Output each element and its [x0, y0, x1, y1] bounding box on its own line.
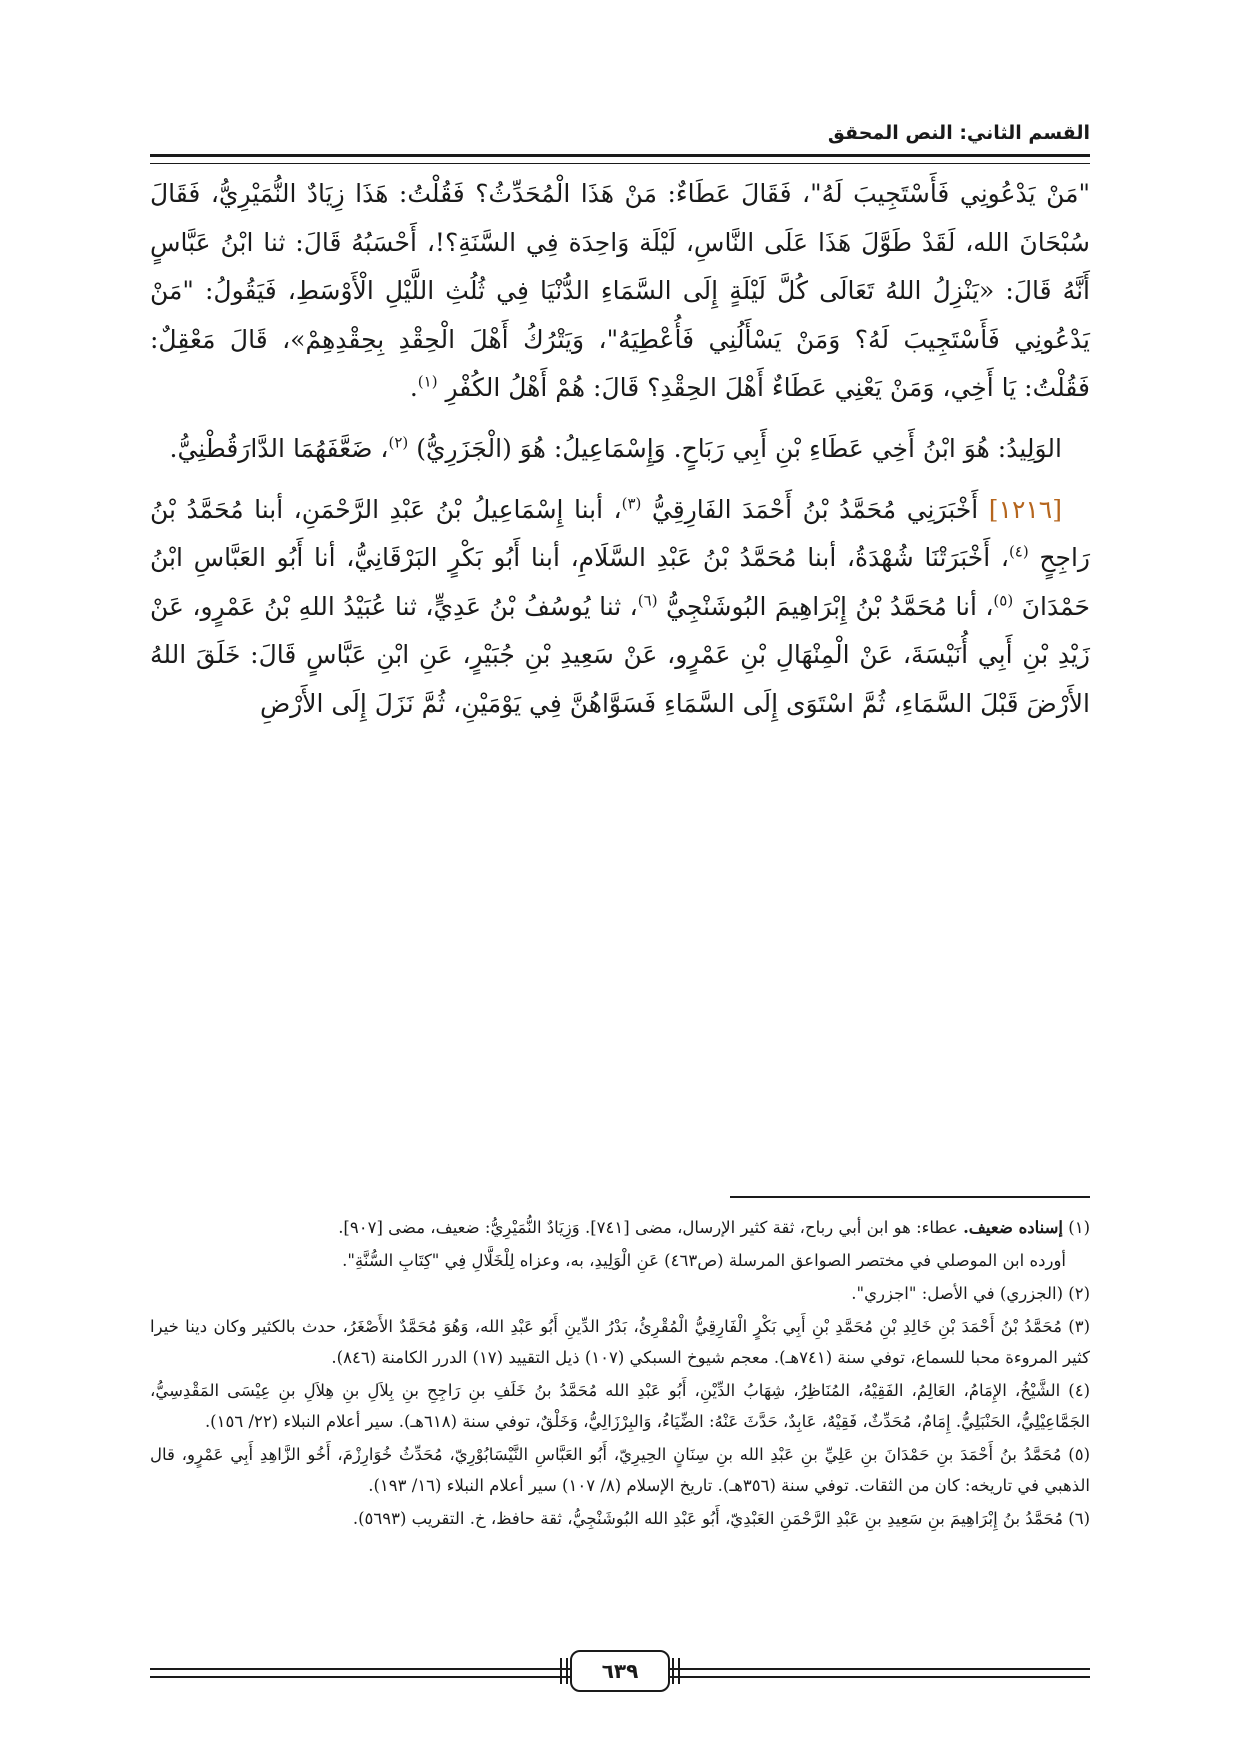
footnote-ref-2: (٢)	[388, 433, 409, 452]
paragraph-3	[150, 486, 1090, 729]
page-header	[150, 118, 1090, 158]
footnote-1-continuation: أورده ابن الموصلي في مختصر الصواعق المرسلة (ص٤٦٣) عَنِ الْوَلِيدِ، به، وعزاه لِلْخَلَّالِ فِي "كِتَابِ السُّنَّةِ".	[342, 1251, 1066, 1270]
main-text	[150, 170, 1090, 729]
paragraph-1: "مَنْ يَدْعُونِي فَأَسْتَجِيبَ لَهُ"، فَقَالَ عَطَاءٌ: مَنْ هَذَا الْمُحَدِّثُ؟ فَقُلْتُ: هَذَا زِيَادٌ النُّمَيْرِيُّ، فَقَالَ سُبْحَانَ الله، لَقَدْ طَوَّلَ هَذَا عَلَى النَّاسِ، لَيْلَة وَاحِدَة فِي السَّنَةِ؟!، أَحْسَبُهُ قَالَ: ثنا ابْنُ عَبَّاسٍ أَنَّهُ قَالَ: «يَنْزِلُ اللهُ تَعَالَى كُلَّ لَيْلَةٍ إِلَى السَّمَاءِ الدُّنْيَا فِي ثُلُثِ اللَّيْلِ الْأَوْسَطِ، فَيَقُولُ: "مَنْ يَدْعُونِي فَأَسْتَجِيبَ لَهُ؟ وَمَنْ يَسْأَلُنِي فَأُعْطِيَهُ"، وَيَتْرُكُ أَهْلَ الْحِقْدِ بِحِقْدِهِمْ»، قَالَ مَعْقِلٌ: فَقُلْتُ: يَا أَخِي، وَمَنْ يَعْنِي عَطَاءٌ أَهْلَ الحِقْدِ؟ قَالَ: هُمْ أَهْلُ الكُفْرِ $^{(١)}$.	[150, 179, 1090, 403]
hadith-number: [١٢١٦]	[988, 494, 1062, 524]
footnote-ref-6: (٦)	[637, 591, 658, 610]
footnote-1-bold: إسناده ضعيف.	[963, 1218, 1063, 1237]
footnote-1-text: عطاء: هو ابن أبي رباح، ثقة كثير الإرسال، مضى [٧٤١]. وَزِيَادٌ النُّمَيْرِيُّ: ضعيف، مضى [٩٠٧].	[338, 1218, 964, 1237]
footnote-ref-3: (٣)	[621, 494, 642, 513]
paragraph-3-text-e: ، ثنا يُوسُفُ بْنُ عَدِيٍّ، ثنا عُبَيْدُ اللهِ بْنُ عَمْرٍو، عَنْ زَيْدِ بْنِ أَبِي أُنَيْسَةَ، عَنْ الْمِنْهَالِ بْنِ عَمْرٍو، عَنْ سَعِيدِ بْنِ جُبَيْرٍ، عَنِ ابْنِ عَبَّاسٍ قَالَ: خَلَقَ اللهُ الأَرْضَ قَبْلَ السَّمَاءِ، ثُمَّ اسْتَوَى إِلَى السَّمَاءِ فَسَوَّاهُنَّ فِي يَوْمَيْنِ، ثُمَّ نَزَلَ إِلَى الأَرْضِ	[150, 591, 1090, 718]
header-rule	[150, 154, 1090, 164]
footnote-6: (٦) مُحَمَّدُ بنُ إِبْرَاهِيمَ بنِ سَعِيدِ بنِ عَبْدِ الرَّحْمَنِ العَبْدِيّ، أَبُو عَبْدِ الله البُوشَنْجِيُّ، ثقة حافظ، خ. التقريب (٥٦٩٣).	[352, 1509, 1090, 1528]
footnote-ref-5: (٥)	[993, 591, 1014, 610]
footnotes	[150, 1212, 1090, 1536]
paragraph-3-text-b: ، أبنا إِسْمَاعِيلُ بْنُ عَبْدِ الرَّحْمَنِ، أبنا مُحَمَّدُ بْنُ رَاجِحٍ	[150, 494, 1090, 573]
footnote-2: (٢) (الجزري) في الأصل: "اجزري".	[851, 1284, 1090, 1303]
footer-ornament-line-right	[670, 1668, 1090, 1678]
footnote-5: (٥) مُحَمَّدُ بنُ أَحْمَدَ بنِ حَمْدَانَ بنِ عَلِيِّ بنِ عَبْدِ الله بنِ سِنَانٍ الحِيرِيّ، أَبُو العَبَّاسِ النَّيْسَابُوْرِيّ، مُحَدِّثُ خُوَارِزْمَ، أَخُو الزَّاهِدِ أَبِي عَمْرٍو، قال الذهبي في تاريخه: كان من الثقات. توفي سنة (٣٥٦هـ). تاريخ الإسلام (٨/ ١٠٧) سير أعلام النبلاء (١٦/ ١٩٣).	[150, 1445, 1090, 1495]
paragraph-2-text-a: الوَلِيدُ: هُوَ ابْنُ أَخِي عَطَاءِ بْنِ أَبِي رَبَاحٍ. وَإِسْمَاعِيلُ: هُوَ (الْجَزَرِيُّ)	[416, 433, 1062, 463]
paragraph-1-text: "مَنْ يَدْعُونِي فَأَسْتَجِيبَ لَهُ"، فَقَالَ عَطَاءٌ: مَنْ هَذَا الْمُحَدِّثُ؟ فَقُلْتُ: هَذَا زِيَادٌ النُّمَيْرِيُّ، فَقَالَ سُبْحَانَ الله، لَقَدْ طَوَّلَ هَذَا عَلَى النَّاسِ، لَيْلَة وَاحِدَة فِي السَّنَةِ؟!، أَحْسَبُهُ قَالَ: ثنا ابْنُ عَبَّاسٍ أَنَّهُ قَالَ: «يَنْزِلُ اللهُ تَعَالَى كُلَّ لَيْلَةٍ إِلَى السَّمَاءِ الدُّنْيَا فِي ثُلُثِ اللَّيْلِ الْأَوْسَطِ، فَيَقُولُ: "مَنْ يَدْعُونِي فَأَسْتَجِيبَ لَهُ؟ وَمَنْ يَسْأَلُنِي فَأُعْطِيَهُ"، وَيَتْرُكُ أَهْلَ الْحِقْدِ بِحِقْدِهِمْ»، قَالَ مَعْقِلٌ: فَقُلْتُ: يَا أَخِي، وَمَنْ يَعْنِي عَطَاءٌ أَهْلَ الحِقْدِ؟ قَالَ: هُمْ أَهْلُ الكُفْرِ	[150, 179, 1090, 403]
footnote-1-number: (١)	[1068, 1218, 1090, 1237]
footnote-3: (٣) مُحَمَّدُ بْنُ أَحْمَدَ بْنِ خَالِدِ بْنِ مُحَمَّدِ بْنِ أَبِي بَكْرٍ الْفَارِقِيُّ الْمُقْرِئُ، بَدْرُ الدِّينِ أَبُو عَبْدِ الله، وَهُوَ مُحَمَّدٌ الأَصْغَرُ، حدث بالكثير وكان دينا خيرا كثير المروءة محبا للسماع، توفي سنة (٧٤١هـ). معجم شيوخ السبكي (١٠٧) ذيل التقييد (١٧) الدرر الكامنة (٨٤٦).	[150, 1317, 1090, 1367]
paragraph-2-text-b: ، ضَعَّفَهُمَا الدَّارَقُطْنِيُّ.	[169, 433, 389, 463]
page-number: ٦٣٩	[570, 1650, 670, 1692]
running-header-title: القسم الثاني: النص المحقق	[827, 122, 1090, 144]
footnote-1	[150, 1212, 1090, 1243]
page-footer	[150, 1650, 1090, 1694]
footnote-ref-4: (٤)	[1008, 542, 1029, 561]
footnote-ref-1: (١)	[417, 373, 438, 392]
paragraph-3-text-d: ، أنا مُحَمَّدُ بْنُ إِبْرَاهِيمَ البُوشَنْجِيُّ	[666, 591, 994, 621]
paragraph-3-text-c: ، أَخْبَرَتْنَا شُهْدَةُ، أبنا مُحَمَّدُ بْنُ عَبْدِ السَّلَامِ، أبنا أَبُو بَكْرٍ البَرْقَانِيُّ، أنا أَبُو العَبَّاسِ ابْنُ حَمْدَانَ	[150, 543, 1090, 621]
footnote-separator	[730, 1196, 1090, 1198]
footer-ornament-line-left	[150, 1668, 570, 1678]
paragraph-2	[150, 425, 1090, 474]
footnote-4: (٤) الشَّيْخُ، الإِمَامُ، العَالِمُ، الفَقِيْهُ، المُنَاظِرُ، شِهَابُ الدِّيْنِ، أَبُو عَبْدِ الله مُحَمَّدُ بنُ خَلَفِ بنِ رَاجِحِ بنِ بِلاَلِ بنِ هِلاَلِ بنِ عِيْسَى المَقْدِسِيُّ، الجَمَّاعِيْلِيُّ، الحَنْبَلِيُّ. إِمَامٌ، مُحَدِّثٌ، فَقِيْهٌ، عَابِدٌ، حَدَّثَ عَنْهُ: الضِّيَاءُ، وَالبِرْزَالِيُّ، وَخَلْقٌ، توفي سنة (٦١٨هـ). سير أعلام النبلاء (٢٢/ ١٥٦).	[150, 1381, 1090, 1431]
paragraph-3-text-a: أَخْبَرَنِي مُحَمَّدُ بْنُ أَحْمَدَ الفَارِقِيُّ	[651, 494, 989, 524]
